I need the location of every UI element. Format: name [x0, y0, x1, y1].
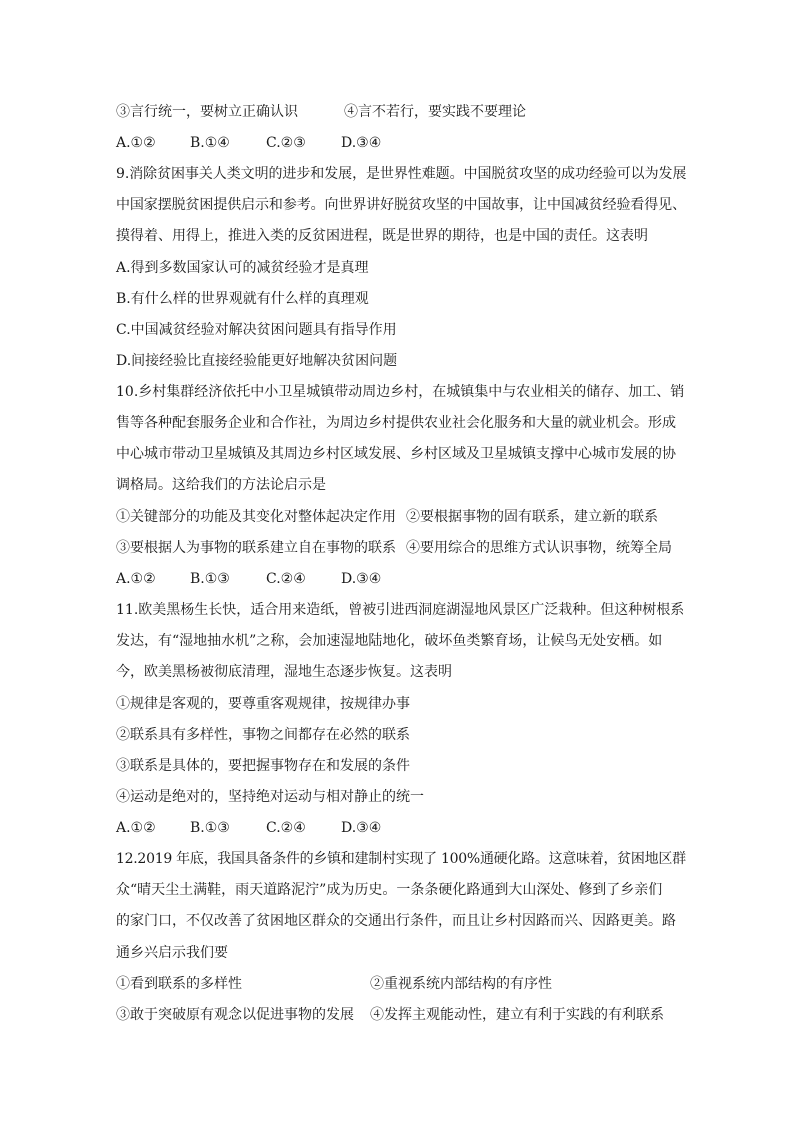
q9-option-b: B.有什么样的世界观就有什么样的真理观: [116, 291, 369, 307]
q11-option-1: ①规律是客观的，要尊重客观规律，按规律办事: [116, 696, 410, 712]
q11-choice-c: C.②④: [266, 820, 306, 836]
q9-stem-line: 中国家摆脱贫困提供启示和参考。向世界讲好脱贫攻坚的中国故事，让中国减贫经验看得见、: [116, 197, 686, 213]
q8-choice-c: C.②③: [266, 135, 306, 151]
q10-option-3: ③要根据人为事物的联系建立自在事物的联系: [116, 540, 396, 556]
q9-option-d: D.间接经验比直接经验能更好地解决贫困问题: [116, 353, 398, 369]
q9-stem-line: 摸得着、用得上，推进入类的反贫困进程，既是世界的期待，也是中国的责任。这表明: [116, 228, 648, 244]
q12-stem-line: 的家门口，不仅改善了贫困地区群众的交通出行条件，而且让乡村因路而兴、因路更美。路: [116, 913, 676, 929]
q8-choice-d: D.③④: [341, 135, 382, 151]
q10-option-1: ①关键部分的功能及其变化对整体起决定作用: [116, 509, 396, 525]
q10-choice-d: D.③④: [341, 571, 382, 587]
q9-stem-line: 9.消除贫困事关人类文明的进步和发展，是世界性难题。中国脱贫攻坚的成功经验可以为发展: [116, 166, 687, 182]
q12-option-3: ③敢于突破原有观念以促进事物的发展: [116, 1007, 354, 1023]
q8-option-4: ④言不若行，要实践不要理论: [344, 104, 526, 120]
q8-choice-a: A.①②: [116, 135, 156, 151]
q11-choice-b: B.①③: [190, 820, 230, 836]
q8-choice-b: B.①④: [190, 135, 230, 151]
q11-option-3: ③联系是具体的，要把握事物存在和发展的条件: [116, 758, 410, 774]
q11-stem-line: 发达，有“湿地抽水机”之称，会加速湿地陆地化，破坏鱼类繁育场，让候鸟无处安栖。如: [116, 633, 663, 649]
q11-choice-a: A.①②: [116, 820, 156, 836]
q11-stem-line: 11.欧美黑杨生长快，适合用来造纸，曾被引进西洞庭湖湿地风景区广泛栽种。但这种树根系: [116, 602, 685, 618]
q11-stem-line: 今，欧美黑杨被彻底清理，湿地生态逐步恢复。这表明: [116, 664, 452, 680]
q10-stem-line: 中心城市带动卫星城镇及其周边乡村区域发展、乡村区域及卫星城镇支撑中心城市发展的协: [116, 446, 676, 462]
q11-choice-d: D.③④: [341, 820, 382, 836]
q10-choice-b: B.①③: [190, 571, 230, 587]
q10-stem-line: 10.乡村集群经济依托中小卫星城镇带动周边乡村，在城镇集中与农业相关的储存、加工、销: [116, 384, 685, 400]
q10-choice-a: A.①②: [116, 571, 156, 587]
q11-option-2: ②联系具有多样性，事物之间都存在必然的联系: [116, 727, 410, 743]
q10-option-2: ②要根据事物的固有联系，建立新的联系: [406, 509, 658, 525]
q11-option-4: ④运动是绝对的，坚持绝对运动与相对静止的统一: [116, 789, 424, 805]
q12-stem-line: 12.2019 年底，我国具备条件的乡镇和建制村实现了 100%通硬化路。这意味着，贫困地区群: [116, 851, 686, 867]
q12-stem-line: 通乡兴启示我们要: [116, 945, 228, 961]
q10-stem-line: 售等各种配套服务企业和合作社，为周边乡村提供农业社会化服务和大量的就业机会。形成: [116, 415, 676, 431]
q12-option-2: ②重视系统内部结构的有序性: [370, 976, 552, 992]
q12-option-1: ①看到联系的多样性: [116, 976, 242, 992]
q10-stem-line: 调格局。这给我们的方法论启示是: [116, 477, 326, 493]
q9-option-c: C.中国减贫经验对解决贫困问题具有指导作用: [116, 322, 397, 338]
q10-option-4: ④要用综合的思维方式认识事物，统筹全局: [406, 540, 672, 556]
q12-option-4: ④发挥主观能动性，建立有利于实践的有利联系: [370, 1007, 664, 1023]
q10-choice-c: C.②④: [266, 571, 306, 587]
q8-option-3: ③言行统一，要树立正确认识: [116, 104, 298, 120]
q12-stem-line: 众“晴天尘土满鞋，雨天道路泥泞”成为历史。一条条硬化路通到大山深处、修到了乡亲们: [116, 882, 663, 898]
q9-option-a: A.得到多数国家认可的减贫经验才是真理: [116, 260, 369, 276]
